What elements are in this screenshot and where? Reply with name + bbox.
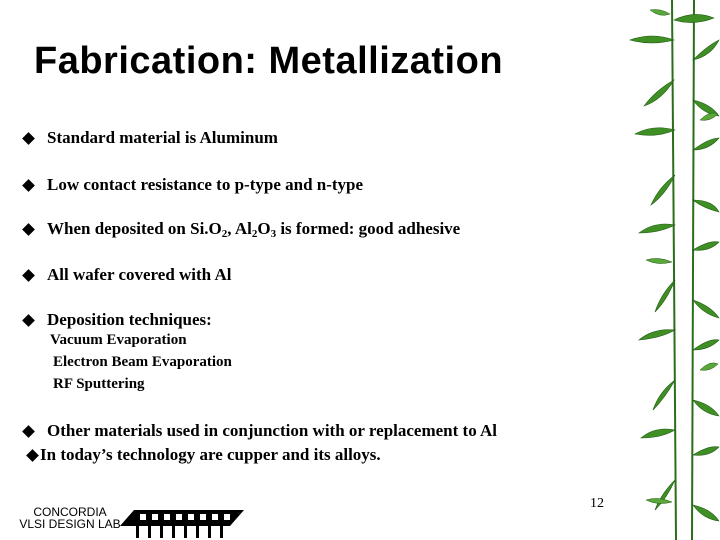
bullet-text: Low contact resistance to p-type and n-type (47, 175, 364, 194)
diamond-bullet-icon (22, 223, 35, 236)
bullet-item (24, 128, 278, 148)
bullet-item (24, 265, 231, 285)
diamond-bullet-icon (22, 425, 35, 438)
page-number: 12 (590, 496, 604, 511)
bullet-text: In today’s technology are cupper and its alloys. (40, 445, 381, 464)
subscript: 2 (251, 228, 258, 240)
technique-item: Electron Beam Evaporation (53, 354, 232, 370)
chip-icon (120, 500, 246, 540)
bullet-item (28, 445, 381, 465)
bullet-text: All wafer covered with Al (47, 265, 232, 284)
subscript: 3 (270, 228, 277, 240)
diamond-bullet-icon (22, 132, 35, 145)
diamond-bullet-icon (22, 314, 35, 327)
subscript: 2 (221, 228, 228, 240)
diamond-bullet-icon (22, 179, 35, 192)
text-part: O (257, 219, 271, 238)
logo-line-1: CONCORDIA (33, 505, 107, 519)
bullet-text: Other materials used in conjunction with or replacement to Al (47, 421, 498, 440)
text-part: , Al (227, 219, 252, 238)
bullet-item (24, 219, 460, 240)
text-part: is formed: good adhesive (276, 219, 461, 238)
lab-logo-text (4, 506, 136, 530)
slide-title: Fabrication: Metallization (34, 40, 504, 82)
bullet-item (24, 175, 363, 195)
bamboo-decoration (590, 0, 720, 540)
bullet-text (47, 219, 460, 240)
technique-item: Vacuum Evaporation (50, 332, 187, 348)
bullet-text: Standard material is Aluminum (47, 128, 278, 147)
diamond-bullet-icon (22, 269, 35, 282)
bullet-text: Deposition techniques: (47, 310, 212, 329)
logo-line-2: VLSI DESIGN LAB (19, 517, 121, 531)
bullet-item (24, 421, 497, 441)
bullet-item (24, 310, 212, 330)
diamond-bullet-icon (26, 449, 39, 462)
text-part: When deposited on Si.O (47, 219, 222, 238)
technique-item: RF Sputtering (53, 376, 145, 392)
